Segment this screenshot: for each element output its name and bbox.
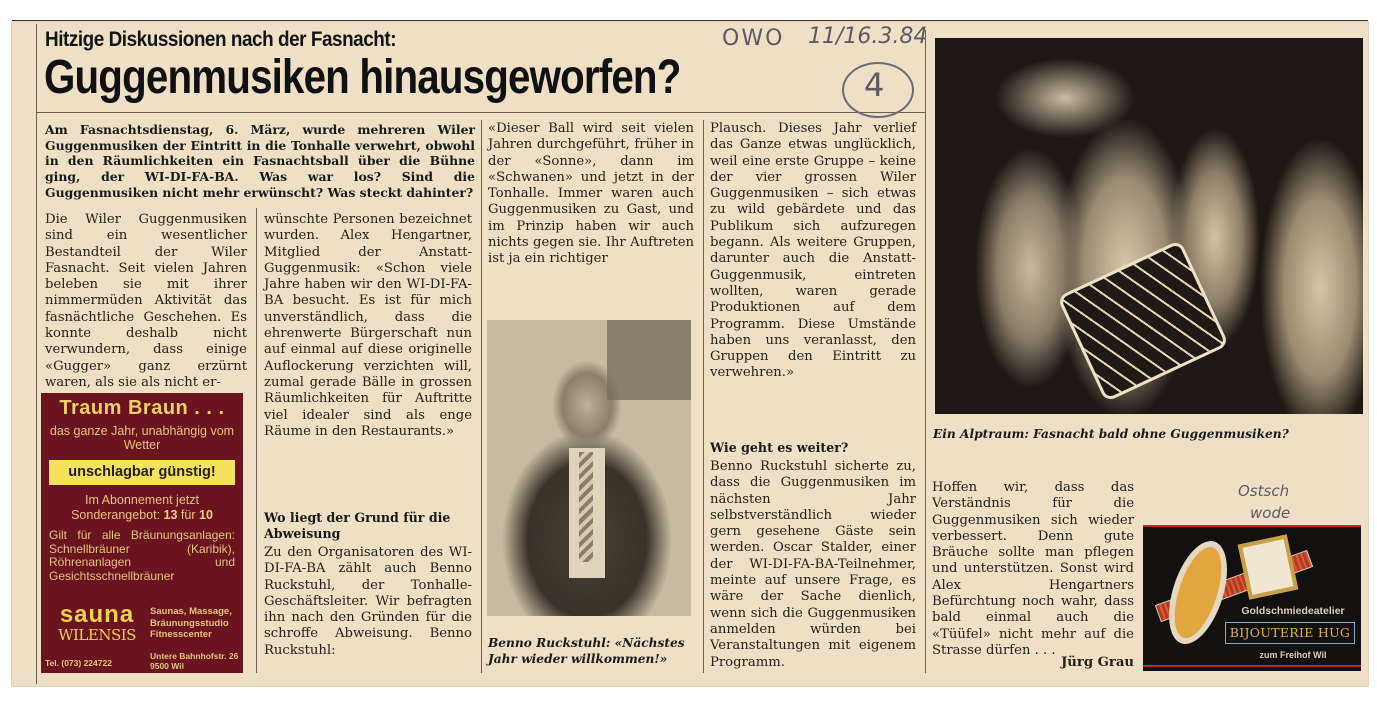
subhead-reason: Wo liegt der Grund für die Abweisung [264, 510, 451, 541]
ad-subtitle: das ganze Jahr, unabhängig vom Wetter [49, 424, 235, 452]
ad-offer-line-1: Im Abonnement jetzt [85, 493, 199, 507]
logo-wilensis-text: WILENSIS [58, 626, 136, 644]
ad-phone: Tel. (073) 224722 [45, 658, 112, 668]
advertisement-bijouterie-hug[interactable] [1143, 525, 1361, 671]
photo-benno-ruckstuhl [487, 320, 691, 616]
ad-tagline: Goldschmiedeatelier [1241, 605, 1345, 617]
ad-title: Traum Braun . . . [59, 397, 225, 419]
watch-icon [1238, 534, 1299, 599]
ad-offer-price: 10 [199, 508, 213, 522]
column-rule [925, 30, 926, 673]
ad-services: Saunas, Massage, Bräunungsstudio Fitnesscenter [150, 606, 232, 640]
kicker: Hitzige Diskussionen nach der Fasnacht: [45, 28, 397, 51]
photo-tie [579, 452, 593, 562]
subhead-outlook: Wie geht es weiter? [710, 440, 849, 455]
sauna-wilensis-logo [47, 603, 147, 643]
handwritten-number: 4 [864, 66, 885, 104]
ad-offer-mid: für [177, 508, 199, 522]
column-rule [36, 24, 37, 684]
article-column-2: wünschte Personen bezeichnet wurden. Alex Hengartner, Mitglied der Anstatt-Guggenmusik: «Schon viele Jahre haben wir den WI-DI-FA-BA besucht. Es ist für mich unverständlich, dass die ehrenwerte Bürgerschaft nun auf einmal auf diese originelle Auflockerung verzichten will, zumal gerade Bälle in grossen Räumlichkeiten für Auftritte viel idealer sind als enge Räume in den Restaurants.» [264, 212, 472, 439]
article-column-4b: Benno Ruckstuhl sicherte zu, dass die Guggenmusiken im nächsten Jahr selbstverständlich wieder gern gesehene Gäste sein werden. Oscar Stalder, einer der WI-DI-FA-BA-Teilnehmer, meinte auf unsere Frage, es wäre der Sache dienlich, wenn sich die Guggenmusiken anmelden würden bei Veranstaltungen mit eigenem Programm. [710, 459, 916, 670]
article-column-4: Plausch. Dieses Jahr verlief das Ganze etwas unglücklich, weil eine erste Gruppe – keine der vier grossen Wiler Guggenmusiken – sich etwas zu wild gebärdete und das Publikum sich aufzuregen begann. Als weitere Gruppen, darunter auch die Anstatt-Guggenmusik, eintreten wollten, waren gerade Produktionen auf dem Programm. Diese Umstände haben uns veranlasst, den Gruppen den Eintritt zu verwehren.» [710, 121, 916, 381]
ad-offer-line-2 [41, 508, 243, 523]
photo-caption-ruckstuhl: Benno Ruckstuhl: «Nächstes Jahr wieder willkommen!» [488, 636, 685, 666]
handwritten-date: 11/16.3.84 [808, 24, 928, 49]
column-rule [481, 120, 482, 673]
logo-sauna-text: sauna [59, 601, 135, 628]
photo-drum [1057, 240, 1229, 403]
advertisement-sauna-wilensis[interactable] [41, 393, 243, 673]
ad-offer [41, 493, 243, 523]
ad-offer-prefix: Sonderangebot: [71, 508, 164, 522]
ad-brand-name: BIJOUTERIE HUG [1225, 622, 1355, 644]
photo-background-painting [607, 320, 691, 400]
handwritten-note-2: wode [1250, 504, 1291, 522]
article-column-5: Hoffen wir, dass das Verständnis für die Guggenmusiken sich wieder verbessert. Denn gute Bräuche sollte man pflegen und unterstützen. Sonst wird Alex Hengartners Befürchtung noch wahr, dass bald einmal auch die «Tüüfel» nicht mehr auf die Strasse dürfen . . . [932, 480, 1134, 658]
ad-offer-count: 13 [163, 508, 178, 522]
ad-highlight: unschlagbar günstig! [49, 460, 235, 485]
ad-details: Gilt für alle Bräunungsanlagen: Schnellbräuner (Karibik), Röhrenanlagen und Gesichtsschnellbräuner [49, 528, 235, 583]
headline: Guggenmusiken hinausgeworfen? [44, 51, 681, 104]
ad-accent-line [1143, 665, 1361, 667]
column-rule [703, 120, 704, 673]
photo-guggenmusik-drummers [935, 38, 1363, 414]
ad-location: zum Freihof Wil [1259, 650, 1327, 660]
photo-caption-alptraum: Ein Alptraum: Fasnacht bald ohne Guggenmusiken? [933, 427, 1289, 441]
handwritten-note-1: Ostsch [1238, 482, 1290, 500]
article-column-2b: Zu den Organisatoren des WI-DI-FA-BA zählt auch Benno Ruckstuhl, der Tonhalle-Geschäftsleiter. Wir befragten ihn nach den Gründen für die schroffe Abweisung. Benno Ruckstuhl: [264, 545, 472, 658]
article-column-3: «Dieser Ball wird seit vielen Jahren durchgeführt, früher in der «Sonne», dann im «Schwanen» und jetzt in der Tonhalle. Immer waren auch Guggenmusiken zu Gast, und im Prinzip haben wir auch nichts gegen sie. Ihr Auftreten ist ja ein richtiger [488, 121, 694, 267]
headline-rule [36, 112, 926, 113]
ad-address: Untere Bahnhofstr. 26 9500 Wil [150, 651, 239, 671]
article-lead: Am Fasnachtsdienstag, 6. März, wurde mehreren Wiler Guggenmusiken der Eintritt in die Tonhalle verwehrt, obwohl in den Räumlichkeiten ein Fasnachtsball über die Bühne ging, der WI-DI-FA-BA. Was war los? Sind die Guggenmusiken nicht mehr erwünscht? Was steckt dahinter? [45, 122, 475, 200]
handwritten-source: OWO [722, 26, 785, 51]
article-column-1: Die Wiler Guggenmusiken sind ein wesentlicher Bestandteil der Wiler Fasnacht. Seit vielen Jahren beleben sie mit ihrer nimmermüden Aktivität das fasnächtliche Geschehen. Es konnte deshalb nicht verwundern, dass einige «Gugger» ganz erzürnt waren, als sie als nicht er- [45, 212, 247, 390]
byline: Jürg Grau [1061, 655, 1134, 670]
column-rule [256, 208, 257, 673]
